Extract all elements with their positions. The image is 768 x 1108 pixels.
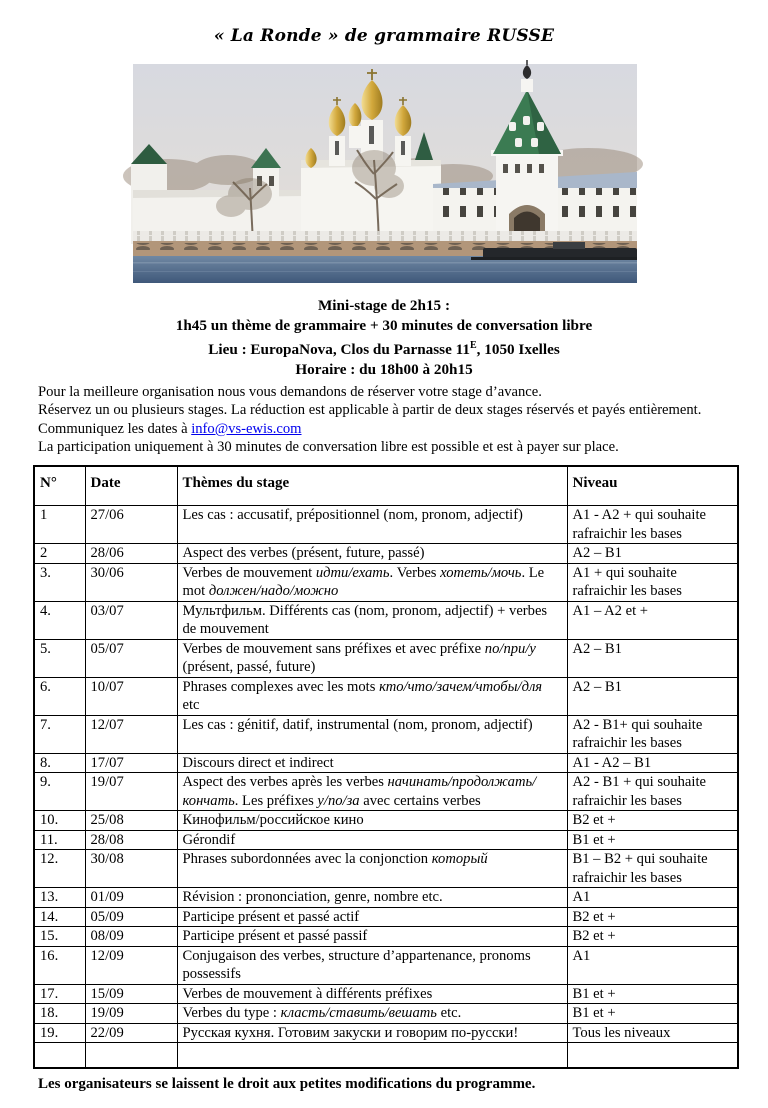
- cell-niveau: B2 et +: [567, 927, 738, 947]
- cell-num: 4.: [34, 601, 85, 639]
- cell-num: 17.: [34, 984, 85, 1004]
- table-row: [34, 830, 738, 850]
- table-row: [34, 850, 738, 888]
- cell-niveau: B1 et +: [567, 1004, 738, 1024]
- table-row: [34, 811, 738, 831]
- cell-date: 10/07: [85, 677, 177, 715]
- table-header-row: [34, 466, 738, 506]
- cell-theme: Мультфильм. Différents cas (nom, pronom, adjectif) + verbes de mouvement: [177, 601, 567, 639]
- col-header-theme: Thèmes du stage: [177, 466, 567, 506]
- cell-date: 28/06: [85, 544, 177, 564]
- cell-theme: Conjugaison des verbes, structure d’appartenance, pronoms possessifs: [177, 946, 567, 984]
- cell-date: 22/09: [85, 1023, 177, 1043]
- table-row: [34, 639, 738, 677]
- table-row: [34, 715, 738, 753]
- footer-note: Les organisateurs se laissent le droit aux petites modifications du programme.: [38, 1076, 536, 1093]
- cell-date: 05/09: [85, 907, 177, 927]
- cell-num: 14.: [34, 907, 85, 927]
- monastery-photo: [133, 64, 637, 283]
- table-row: [34, 907, 738, 927]
- cell-date: 01/09: [85, 888, 177, 908]
- table-row: [34, 888, 738, 908]
- cell-theme: Participe présent et passé passif: [177, 927, 567, 947]
- cell-theme: Discours direct et indirect: [177, 753, 567, 773]
- cell-num: 1: [34, 506, 85, 544]
- cell-num: 15.: [34, 927, 85, 947]
- table-row: [34, 601, 738, 639]
- cell-date: 28/08: [85, 830, 177, 850]
- col-header-num: N°: [34, 466, 85, 506]
- table-row: [34, 927, 738, 947]
- cell-date: 30/06: [85, 563, 177, 601]
- cell-theme: [177, 1043, 567, 1069]
- cell-theme: Les cas : génitif, datif, instrumental (nom, pronom, adjectif): [177, 715, 567, 753]
- flyer-page: [0, 26, 768, 1108]
- cell-niveau: B1 et +: [567, 830, 738, 850]
- cell-theme: Gérondif: [177, 830, 567, 850]
- table-row: [34, 563, 738, 601]
- cell-theme: Aspect des verbes (présent, future, passé): [177, 544, 567, 564]
- col-header-niveau: Niveau: [567, 466, 738, 506]
- cell-num: 7.: [34, 715, 85, 753]
- table-row: [34, 1023, 738, 1043]
- cell-theme: Phrases complexes avec les mots кто/что/зачем/чтобы/для etc: [177, 677, 567, 715]
- cell-theme: Aspect des verbes après les verbes начинать/продолжать/кончать. Les préfixes у/по/за avec certains verbes: [177, 773, 567, 811]
- cell-niveau: A2 – B1: [567, 639, 738, 677]
- table-row: [34, 946, 738, 984]
- table-row: [34, 506, 738, 544]
- cell-date: 12/09: [85, 946, 177, 984]
- cell-niveau: [567, 1043, 738, 1069]
- cell-niveau: A2 - B1+ qui souhaite rafraichir les bases: [567, 715, 738, 753]
- cell-niveau: A2 - B1 + qui souhaite rafraichir les bases: [567, 773, 738, 811]
- cell-niveau: A1 – A2 et +: [567, 601, 738, 639]
- table-row: [34, 544, 738, 564]
- cell-num: 13.: [34, 888, 85, 908]
- cell-theme: Révision : prononciation, genre, nombre etc.: [177, 888, 567, 908]
- stage-details: [0, 296, 768, 380]
- cell-theme: Les cas : accusatif, prépositionnel (nom, pronom, adjectif): [177, 506, 567, 544]
- cell-date: 08/09: [85, 927, 177, 947]
- intro-line-reservation: Pour la meilleure organisation nous vous demandons de réserver votre stage d’avance.: [38, 384, 542, 401]
- cell-date: 03/07: [85, 601, 177, 639]
- cell-niveau: B1 et +: [567, 984, 738, 1004]
- cell-theme: Phrases subordonnées avec la conjonction который: [177, 850, 567, 888]
- details-line-duration: Mini-stage de 2h15 :: [317, 297, 451, 314]
- cell-date: 25/08: [85, 811, 177, 831]
- stage-table: [33, 465, 739, 1069]
- monastery-photo-illustration: [133, 64, 637, 283]
- cell-niveau: A2 – B1: [567, 677, 738, 715]
- cell-theme: Кинофильм/российское кино: [177, 811, 567, 831]
- cell-niveau: A1: [567, 946, 738, 984]
- cell-date: 15/09: [85, 984, 177, 1004]
- water: [133, 256, 637, 283]
- table-row: [34, 677, 738, 715]
- cell-date: 12/07: [85, 715, 177, 753]
- stage-table-body: [34, 506, 738, 1069]
- cell-niveau: A2 – B1: [567, 544, 738, 564]
- table-row: [34, 984, 738, 1004]
- cell-date: 27/06: [85, 506, 177, 544]
- cell-niveau: B2 et +: [567, 907, 738, 927]
- page-title: « La Ronde » de grammaire RUSSE: [213, 26, 555, 46]
- cell-niveau: A1 - A2 – B1: [567, 753, 738, 773]
- cell-num: 16.: [34, 946, 85, 984]
- cell-date: 17/07: [85, 753, 177, 773]
- cell-theme: Verbes de mouvement идти/ехать. Verbes хотеть/мочь. Le mot должен/надо/можно: [177, 563, 567, 601]
- cell-niveau: A1: [567, 888, 738, 908]
- cell-num: 18.: [34, 1004, 85, 1024]
- col-header-date: Date: [85, 466, 177, 506]
- cell-num: 11.: [34, 830, 85, 850]
- email-link[interactable]: info@vs-ewis.com: [191, 420, 302, 437]
- cell-niveau: Tous les niveaux: [567, 1023, 738, 1043]
- cell-theme: Verbes de mouvement à différents préfixes: [177, 984, 567, 1004]
- cell-num: 6.: [34, 677, 85, 715]
- cell-theme: Verbes de mouvement sans préfixes et avec préfixe по/при/у (présent, passé, future): [177, 639, 567, 677]
- cell-num: 12.: [34, 850, 85, 888]
- cell-niveau: B2 et +: [567, 811, 738, 831]
- details-line-location: Lieu : EuropaNova, Clos du Parnasse $11^E$, 1050 Ixelles: [208, 340, 560, 359]
- intro-line-participation: La participation uniquement à 30 minutes de conversation libre est possible et est à payer sur place.: [38, 438, 619, 455]
- details-line-format: 1h45 un thème de grammaire + 30 minutes de conversation libre: [175, 317, 593, 334]
- table-row: [34, 773, 738, 811]
- intro-line-reduction: Réservez un ou plusieurs stages. La réduction est applicable à partir de deux stages réservés et payés entièrement. Communiquez les dates à info@vs-ewis.com: [38, 402, 702, 437]
- cell-num: 19.: [34, 1023, 85, 1043]
- table-row: [34, 1004, 738, 1024]
- cell-num: 10.: [34, 811, 85, 831]
- cell-num: [34, 1043, 85, 1069]
- details-line-schedule: Horaire : du 18h00 à 20h15: [295, 361, 473, 379]
- cell-date: [85, 1043, 177, 1069]
- cell-date: 19/07: [85, 773, 177, 811]
- cell-num: 2: [34, 544, 85, 564]
- cell-date: 19/09: [85, 1004, 177, 1024]
- cell-niveau: A1 + qui souhaite rafraichir les bases: [567, 563, 738, 601]
- cell-num: 8.: [34, 753, 85, 773]
- cell-theme: Verbes du type : класть/ставить/вешать etc.: [177, 1004, 567, 1024]
- cell-niveau: B1 – B2 + qui souhaite rafraichir les bases: [567, 850, 738, 888]
- cell-date: 05/07: [85, 639, 177, 677]
- intro-paragraph: [38, 383, 738, 456]
- cell-date: 30/08: [85, 850, 177, 888]
- cell-theme: Participe présent et passé actif: [177, 907, 567, 927]
- table-row: [34, 753, 738, 773]
- cell-num: 9.: [34, 773, 85, 811]
- cell-num: 3.: [34, 563, 85, 601]
- table-row: [34, 1043, 738, 1069]
- cell-num: 5.: [34, 639, 85, 677]
- cell-niveau: A1 - A2 + qui souhaite rafraichir les bases: [567, 506, 738, 544]
- cell-theme: Русская кухня. Готовим закуски и говорим по-русски!: [177, 1023, 567, 1043]
